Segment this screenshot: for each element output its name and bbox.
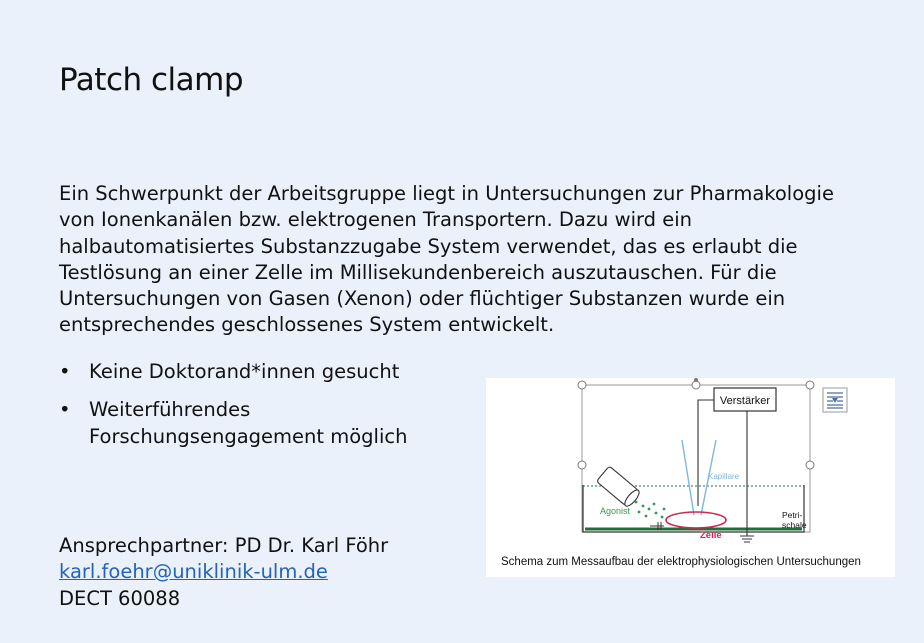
bullet-text: Forschungsengagement möglich bbox=[89, 424, 408, 448]
figure-caption: Schema zum Messaufbau der elektrophysiologischen Untersuchungen bbox=[501, 556, 861, 568]
intro-line: von Ionenkanälen bzw. elektrogenen Transportern. Dazu wird ein bbox=[59, 208, 693, 232]
intro-line: Untersuchungen von Gasen (Xenon) oder flüchtiger Substanzen wurde ein bbox=[59, 287, 786, 311]
bullet-item bbox=[59, 397, 479, 450]
intro-line: Testlösung an einer Zelle im Millisekundenbereich auszutauschen. Für die bbox=[59, 260, 777, 284]
contact-person: Ansprechpartner: PD Dr. Karl Föhr bbox=[59, 534, 389, 557]
agonist-particles bbox=[635, 501, 666, 519]
patch-clamp-schematic bbox=[486, 378, 895, 577]
ground-symbol bbox=[740, 536, 754, 542]
layout-options-icon[interactable] bbox=[823, 388, 847, 412]
amplifier-label: Verstärker bbox=[719, 395, 771, 407]
bullet-marker: • bbox=[59, 360, 71, 383]
contact-block bbox=[59, 533, 388, 612]
bullet-marker: • bbox=[59, 398, 71, 422]
intro-line: entsprechendes geschlossenes System entwickelt. bbox=[59, 313, 555, 337]
bullet-text: Weiterführendes bbox=[89, 398, 251, 422]
cell-label: Zelle bbox=[700, 530, 722, 541]
agonist-label: Agonist bbox=[600, 506, 631, 516]
petri-label-1: Petri- bbox=[782, 510, 803, 520]
bullet-text: Keine Doktorand*innen gesucht bbox=[89, 360, 400, 383]
petri-label-2: schale bbox=[782, 520, 807, 530]
rotate-handle[interactable] bbox=[694, 378, 698, 382]
cell bbox=[666, 512, 726, 528]
slide-title: Patch clamp bbox=[59, 62, 244, 98]
contact-email-link[interactable]: karl.foehr@uniklinik-ulm.de bbox=[59, 560, 328, 584]
bullet-item bbox=[59, 359, 479, 385]
contact-phone: DECT 60088 bbox=[59, 586, 181, 610]
intro-line: Ein Schwerpunkt der Arbeitsgruppe liegt in Untersuchungen zur Pharmakologie bbox=[59, 182, 834, 205]
setup-figure[interactable] bbox=[486, 378, 895, 577]
selection-handles[interactable] bbox=[578, 381, 814, 469]
intro-paragraph bbox=[59, 181, 859, 339]
bullet-list bbox=[59, 359, 479, 462]
capillary-label: Kapillare bbox=[708, 472, 740, 481]
intro-line: halbautomatisiertes Substanzzugabe System verwendet, das es erlaubt die bbox=[59, 234, 798, 258]
